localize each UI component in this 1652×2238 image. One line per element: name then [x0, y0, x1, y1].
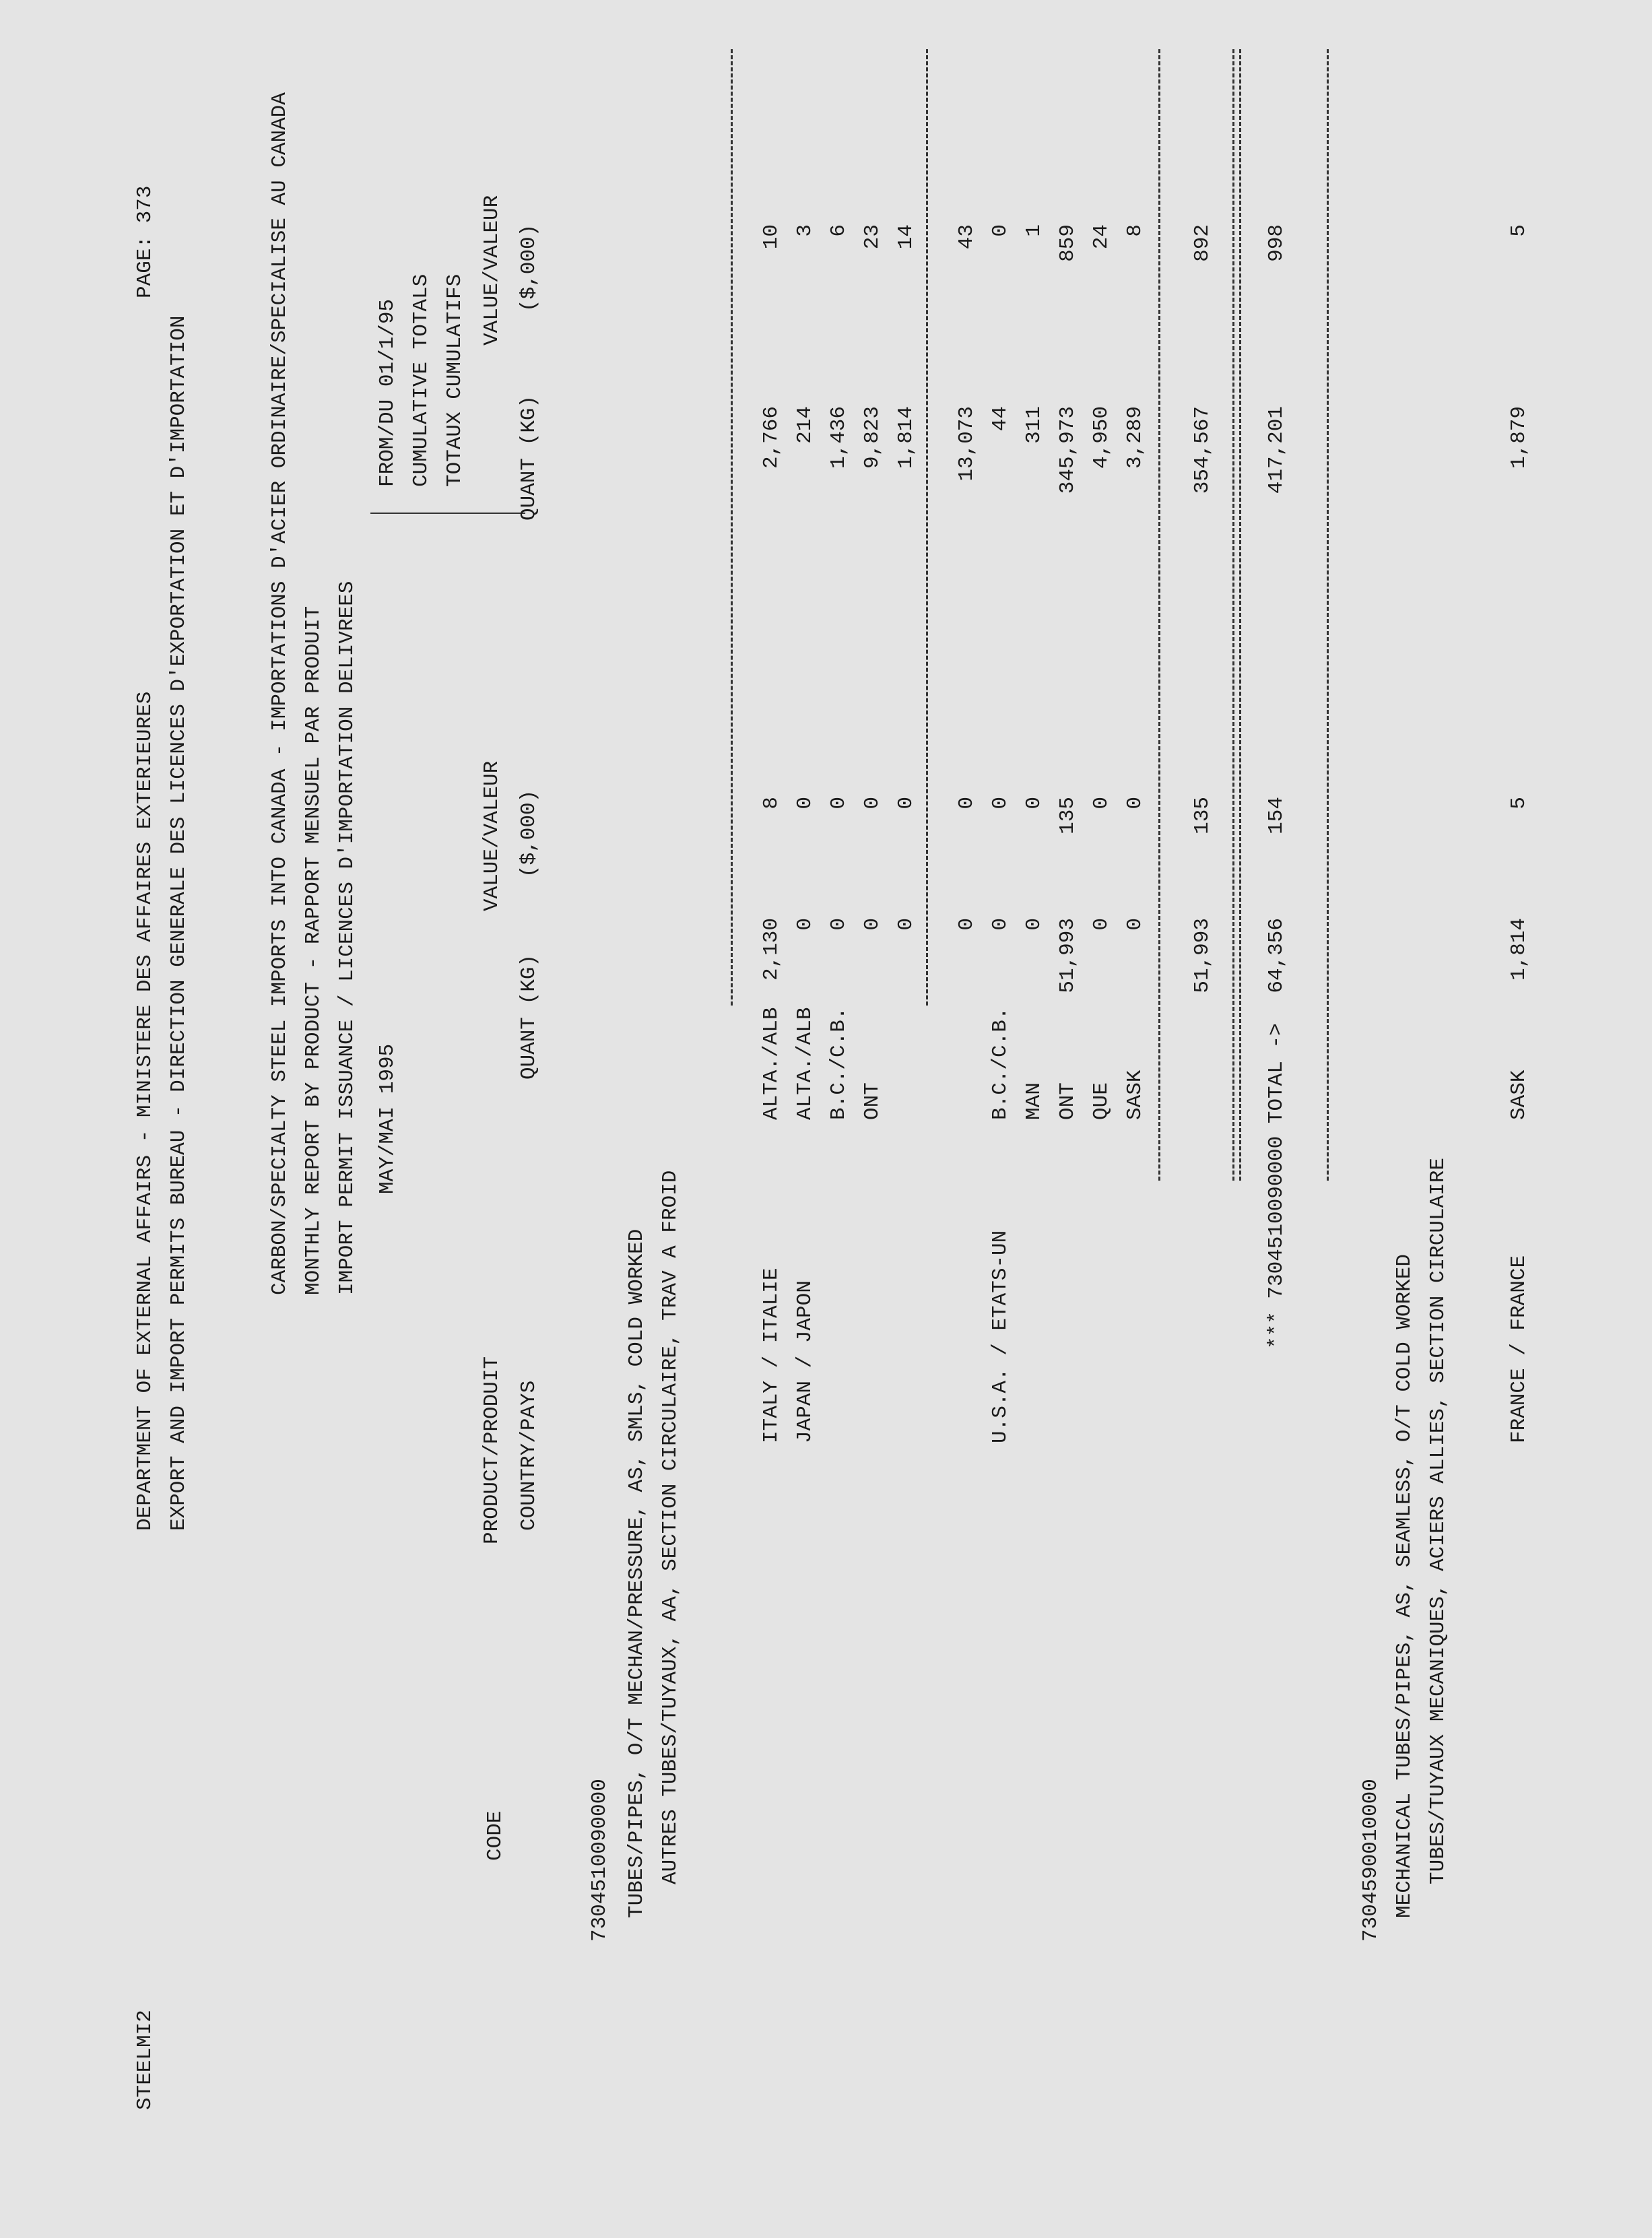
row-quant: 0 — [1123, 918, 1147, 931]
row-value: 0 — [955, 797, 979, 810]
row-cum-quant: 214 — [793, 406, 817, 444]
row-quant: 0 — [793, 918, 817, 931]
row-cum-value: 1 — [1022, 224, 1046, 237]
separator-line — [926, 49, 928, 1006]
report-period: MAY/MAI 1995 — [376, 1043, 399, 1194]
product-desc-fr: AUTRES TUBES/TUYAUX, AA, SECTION CIRCULAIRE, TRAV A FROID — [659, 1170, 682, 1884]
row-cum-quant: 311 — [1022, 406, 1046, 444]
row-cum-value: 10 — [760, 224, 783, 250]
row-cum-quant: 354,567 — [1191, 406, 1214, 494]
col-product: PRODUCT/PRODUIT — [480, 1356, 504, 1544]
product-code: 7304510090000 — [588, 1779, 612, 1942]
col-cum-value-unit: ($,000) — [517, 224, 541, 312]
row-value: 0 — [894, 797, 918, 810]
row-cum-quant: 1,436 — [827, 406, 851, 469]
row-value: 0 — [1090, 797, 1113, 810]
row-country: FRANCE / FRANCE — [1507, 1255, 1531, 1443]
product-desc-en: TUBES/PIPES, O/T MECHAN/PRESSURE, AS, SMLS, COLD WORKED — [625, 1228, 649, 1918]
row-quant: 0 — [894, 918, 918, 931]
row-cum-value: 8 — [1123, 224, 1147, 237]
col-value-unit: ($,000) — [517, 789, 541, 878]
row-country: ITALY / ITALIE — [760, 1268, 783, 1443]
row-province: MAN — [1022, 1082, 1046, 1120]
row-value: 5 — [1507, 797, 1531, 810]
total-value: 154 — [1265, 797, 1288, 834]
row-cum-value: 14 — [894, 224, 918, 250]
row-country: JAPAN / JAPON — [793, 1280, 817, 1443]
row-cum-value: 0 — [989, 224, 1012, 237]
total-cum-value: 998 — [1265, 224, 1288, 262]
product-desc-fr: TUBES/TUYAUX MECANIQUES, ACIERS ALLIES, SECTION CIRCULAIRE — [1426, 1158, 1450, 1884]
row-cum-quant: 2,766 — [760, 406, 783, 469]
row-cum-quant: 1,879 — [1507, 406, 1531, 469]
row-cum-quant: 44 — [989, 406, 1012, 432]
row-value: 0 — [793, 797, 817, 810]
col-cum-value: VALUE/VALEUR — [480, 195, 504, 345]
separator-line — [1239, 49, 1241, 1181]
report-id: STEELMI2 — [133, 2010, 157, 2110]
row-value: 135 — [1056, 797, 1080, 834]
total-quant: 64,356 — [1265, 918, 1288, 993]
row-cum-quant: 9,823 — [861, 406, 884, 469]
row-value: 0 — [1022, 797, 1046, 810]
row-cum-quant: 1,814 — [894, 406, 918, 469]
row-cum-value: 859 — [1056, 224, 1080, 262]
total-label: *** 7304510090000 TOTAL -> — [1265, 1023, 1288, 1349]
row-cum-quant: 4,950 — [1090, 406, 1113, 469]
report-subtitle: MONTHLY REPORT BY PRODUCT - RAPPORT MENSUEL PAR PRODUIT — [302, 605, 325, 1295]
page-number: PAGE: 373 — [133, 185, 157, 298]
col-quant: QUANT (KG) — [517, 954, 541, 1080]
row-quant: 51,993 — [1191, 918, 1214, 993]
separator-line — [1327, 49, 1329, 1181]
row-cum-value: 24 — [1090, 224, 1113, 250]
row-province: SASK — [1507, 1069, 1531, 1120]
row-value: 0 — [1123, 797, 1147, 810]
row-cum-quant: 13,073 — [955, 406, 979, 482]
row-quant: 0 — [1090, 918, 1113, 931]
row-cum-value: 3 — [793, 224, 817, 237]
cumulative-totals: CUMULATIVE TOTALS — [409, 273, 433, 487]
product-desc-en: MECHANICAL TUBES/PIPES, AS, SEAMLESS, O/T COLD WORKED — [1393, 1254, 1416, 1918]
report-subtitle-2: IMPORT PERMIT ISSUANCE / LICENCES D'IMPORTATION DELIVREES — [335, 581, 359, 1295]
row-province: ALTA./ALB — [793, 1007, 817, 1120]
dept-line-2: EXPORT AND IMPORT PERMITS BUREAU - DIRECTION GENERALE DES LICENCES D'EXPORTATION ET D'IMPORTATION — [167, 315, 191, 1531]
row-quant: 0 — [955, 918, 979, 931]
row-province: B.C./C.B. — [827, 1007, 851, 1120]
cumulative-from: FROM/DU 01/1/95 — [376, 298, 399, 487]
row-value: 135 — [1191, 797, 1214, 834]
row-cum-value: 43 — [955, 224, 979, 250]
col-country: COUNTRY/PAYS — [517, 1380, 541, 1531]
row-province: B.C./C.B. — [989, 1007, 1012, 1120]
row-province: ONT — [1056, 1082, 1080, 1120]
row-quant: 2,130 — [760, 918, 783, 981]
row-value: 8 — [760, 797, 783, 810]
col-code: CODE — [484, 1810, 507, 1861]
separator-line — [731, 49, 733, 1006]
row-quant: 0 — [989, 918, 1012, 931]
cumulative-totaux: TOTAUX CUMULATIFS — [443, 273, 467, 487]
row-country: U.S.A. / ETATS-UN — [989, 1230, 1012, 1443]
product-code: 7304590010000 — [1359, 1779, 1383, 1942]
dept-line-1: DEPARTMENT OF EXTERNAL AFFAIRS - MINISTERE DES AFFAIRES EXTERIEURES — [133, 691, 157, 1531]
row-value: 0 — [989, 797, 1012, 810]
row-cum-quant: 345,973 — [1056, 406, 1080, 494]
total-cum-quant: 417,201 — [1265, 406, 1288, 494]
row-quant: 0 — [861, 918, 884, 931]
row-value: 0 — [827, 797, 851, 810]
row-province: ONT — [861, 1082, 884, 1120]
cumulative-divider — [370, 513, 525, 514]
report-title: CARBON/SPECIALTY STEEL IMPORTS INTO CANADA - IMPORTATIONS D'ACIER ORDINAIRE/SPECIALISE AU CANADA — [268, 92, 292, 1295]
row-quant: 0 — [1022, 918, 1046, 931]
row-cum-value: 6 — [827, 224, 851, 237]
col-cum-quant: QUANT (KG) — [517, 395, 541, 521]
row-province: QUE — [1090, 1082, 1113, 1120]
row-cum-value: 892 — [1191, 224, 1214, 262]
row-cum-value: 23 — [861, 224, 884, 250]
col-value: VALUE/VALEUR — [480, 760, 504, 911]
row-value: 0 — [861, 797, 884, 810]
row-quant: 51,993 — [1056, 918, 1080, 993]
separator-line — [1158, 49, 1160, 1181]
row-quant: 1,814 — [1507, 918, 1531, 981]
row-cum-quant: 3,289 — [1123, 406, 1147, 469]
separator-line — [1232, 49, 1234, 1181]
row-province: SASK — [1123, 1069, 1147, 1120]
row-province: ALTA./ALB — [760, 1007, 783, 1120]
row-quant: 0 — [827, 918, 851, 931]
row-cum-value: 5 — [1507, 224, 1531, 237]
